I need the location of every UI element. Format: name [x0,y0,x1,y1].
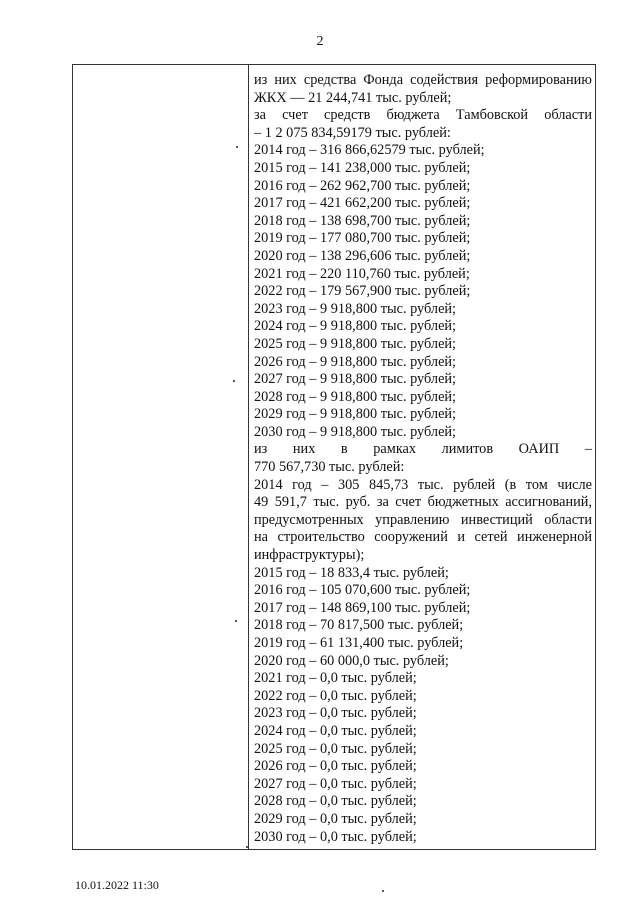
footer-timestamp: 10.01.2022 11:30 [75,878,159,892]
content-line: ЖКХ — 21 244,741 тыс. рублей; [254,89,452,106]
content-line: 2026 год – 0,0 тыс. рублей; [254,758,417,775]
content-line: 2023 год – 9 918,800 тыс. рублей; [254,300,457,317]
content-line: – 1 2 075 834,59179 тыс. рублей: [254,124,451,141]
content-line: из них средства Фонда содействия реформированию [254,72,592,88]
content-line: 2030 год – 9 918,800 тыс. рублей; [254,423,457,440]
content-line: 2018 год – 138 698,700 тыс. рублей; [254,212,471,229]
content-line: из них в рамках лимитов ОАИП – [254,441,592,458]
content-line: 2017 год – 421 662,200 тыс. рублей; [254,195,471,212]
content-line: 49 591,7 тыс. руб. за счет бюджетных ассигнований, [254,494,592,511]
content-line: 2024 год – 0,0 тыс. рублей; [254,722,417,739]
content-line: 2021 год – 0,0 тыс. рублей; [254,670,417,687]
content-line: 2015 год – 141 238,000 тыс. рублей; [254,159,471,176]
content-line: 2029 год – 0,0 тыс. рублей; [254,810,417,827]
content-line: 2018 год – 70 817,500 тыс. рублей; [254,617,464,634]
content-line: 2021 год – 220 110,760 тыс. рублей; [254,265,470,282]
scan-mark [246,846,248,848]
content-line: 2023 год – 0,0 тыс. рублей; [254,705,417,722]
content-line: 2019 год – 177 080,700 тыс. рублей; [254,230,471,247]
scan-mark [382,890,384,892]
content-line: 2020 год – 138 296,606 тыс. рублей; [254,247,471,264]
content-line: 2027 год – 0,0 тыс. рублей; [254,775,417,792]
content-line: 2019 год – 61 131,400 тыс. рублей; [254,635,464,651]
content-line: инфраструктуры); [254,547,365,564]
content-line: 2027 год – 9 918,800 тыс. рублей; [254,371,457,388]
content-line: 2020 год – 60 000,0 тыс. рублей; [254,652,449,669]
content-line: 2022 год – 0,0 тыс. рублей; [254,687,417,704]
content-line: 2014 год – 316 866,62579 тыс. рублей; [254,142,485,159]
content-line: 770 567,730 тыс. рублей: [254,459,405,476]
content-line: 2029 год – 9 918,800 тыс. рублей; [254,406,457,423]
content-line: 2024 год – 9 918,800 тыс. рублей; [254,318,457,335]
content-line: 2017 год – 148 869,100 тыс. рублей; [254,599,471,616]
scan-mark [235,620,237,622]
scan-mark [233,380,235,382]
content-line: 2026 год – 9 918,800 тыс. рублей; [254,353,457,370]
content-line: предусмотренных управлению инвестиций области [254,511,592,528]
content-line: 2014 год – 305 845,73 тыс. рублей (в том числе [254,476,592,493]
content-line: 2025 год – 9 918,800 тыс. рублей; [254,335,457,352]
content-line: 2015 год – 18 833,4 тыс. рублей; [254,564,449,581]
content-line: 2016 год – 105 070,600 тыс. рублей; [254,582,471,599]
content-line: 2028 год – 9 918,800 тыс. рублей; [254,388,457,405]
document-table [72,64,596,850]
content-line: на строительство сооружений и сетей инженерной [254,529,592,546]
content-line: 2022 год – 179 567,900 тыс. рублей; [254,283,471,300]
content-line: 2025 год – 0,0 тыс. рублей; [254,740,417,757]
content-line: 2028 год – 0,0 тыс. рублей; [254,793,417,810]
page-number: 2 [316,34,324,49]
right-column-cell [254,72,592,846]
content-line: за счет средств бюджета Тамбовской области [254,107,592,124]
content-line: 2030 год – 0,0 тыс. рублей; [254,828,417,845]
scan-mark [236,146,238,148]
column-divider [248,65,249,849]
content-line: 2016 год – 262 962,700 тыс. рублей; [254,177,471,194]
